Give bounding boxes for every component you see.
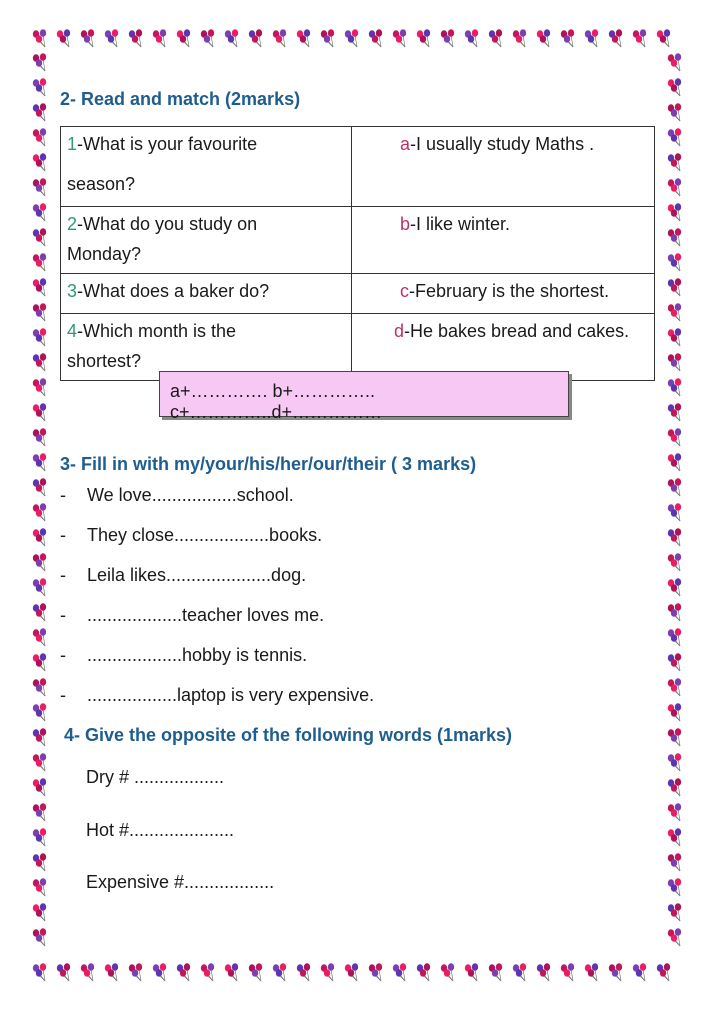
- list-item: - Leila likes.....................dog.: [60, 565, 307, 585]
- question-cell: 4-Which month is the shortest?: [61, 314, 352, 381]
- question-cell: 1-What is your favourite season?: [61, 127, 352, 207]
- list-item: Hot #.....................: [86, 820, 235, 840]
- table-row: [61, 207, 655, 274]
- section4-heading: 4- Give the opposite of the following words (1marks): [64, 725, 513, 745]
- table-row: [61, 127, 655, 207]
- match-table: [60, 126, 655, 381]
- answer-key-box[interactable]: a+…………. b+………….. c+…………..d+……………: [159, 371, 569, 417]
- section3-heading: 3- Fill in with my/your/his/her/our/their ( 3 marks): [60, 454, 477, 474]
- question-cell: 2-What do you study on Monday?: [61, 207, 352, 274]
- answer-cell: a-I usually study Maths .: [352, 127, 655, 207]
- list-item: Dry # ..................: [86, 767, 225, 787]
- answer-cell: d-He bakes bread and cakes.: [352, 314, 655, 381]
- section2-heading: 2- Read and match (2marks): [60, 89, 301, 109]
- list-item: - They close...................books.: [60, 525, 323, 545]
- list-item: Expensive #..................: [86, 872, 275, 892]
- table-row: [61, 274, 655, 314]
- list-item: - ..................laptop is very expensive.: [60, 685, 375, 705]
- question-cell: 3-What does a baker do?: [61, 274, 352, 314]
- answer-cell: b-I like winter.: [352, 207, 655, 274]
- list-item: - We love.................school.: [60, 485, 294, 505]
- answer-cell: c-February is the shortest.: [352, 274, 655, 314]
- list-item: - ...................teacher loves me.: [60, 605, 325, 625]
- list-item: - ...................hobby is tennis.: [60, 645, 308, 665]
